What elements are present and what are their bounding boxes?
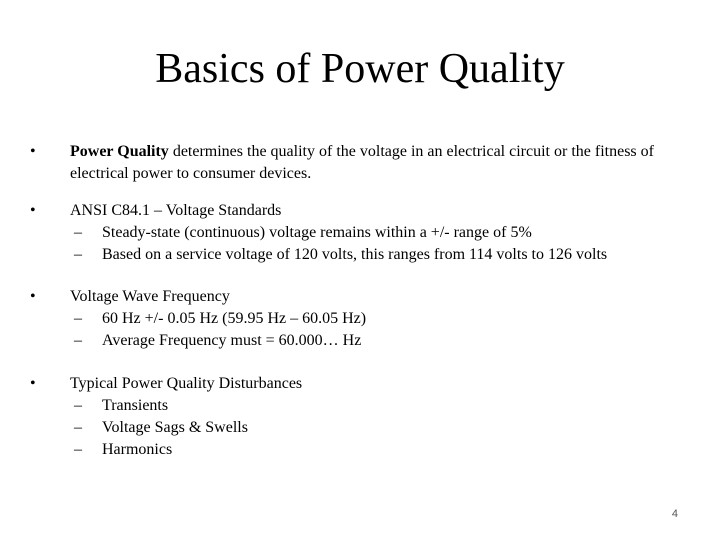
dash-icon: – xyxy=(74,224,82,241)
sub-bullet xyxy=(30,417,690,439)
bullet-item-ansi xyxy=(30,200,690,266)
bullet-line xyxy=(30,286,690,308)
sub-bullet xyxy=(30,330,690,352)
bullet-text: Voltage Wave Frequency xyxy=(70,288,230,305)
bullet-icon: • xyxy=(30,143,36,160)
dash-icon: – xyxy=(74,419,82,436)
dash-icon: – xyxy=(74,397,82,414)
dash-icon: – xyxy=(74,310,82,327)
bullet-item-disturbances xyxy=(30,373,690,461)
slide-title: Basics of Power Quality xyxy=(155,46,565,92)
bullet-icon: • xyxy=(30,202,36,219)
bullet-line xyxy=(30,200,690,222)
page-number: 4 xyxy=(671,508,678,520)
dash-icon: – xyxy=(74,332,82,349)
bullet-icon: • xyxy=(30,288,36,305)
sub-bullet-text: Harmonics xyxy=(102,441,173,458)
sub-bullet xyxy=(30,308,690,330)
sub-bullet xyxy=(30,395,690,417)
sub-bullet xyxy=(30,244,690,266)
bullet-item-power-quality xyxy=(30,141,690,185)
bullet-bold-lead: Power Quality xyxy=(70,143,169,160)
sub-bullet-text: Steady-state (continuous) voltage remains within a +/- range of 5% xyxy=(102,224,532,241)
bullet-text: determines the quality of the voltage in an electrical circuit or the fitness of electrical power to consumer devices. xyxy=(70,143,654,182)
sub-bullet-text: Based on a service voltage of 120 volts, this ranges from 114 volts to 126 volts xyxy=(102,246,608,263)
bullet-icon: • xyxy=(30,375,36,392)
sub-bullet-text: Average Frequency must = 60.000… Hz xyxy=(102,332,362,349)
bullet-item-frequency xyxy=(30,286,690,352)
bullet-line xyxy=(30,141,690,185)
sub-bullet-text: Voltage Sags & Swells xyxy=(102,419,248,436)
sub-bullet xyxy=(30,222,690,244)
bullet-text: ANSI C84.1 – Voltage Standards xyxy=(70,202,282,219)
dash-icon: – xyxy=(74,246,82,263)
dash-icon: – xyxy=(74,441,82,458)
bullet-line xyxy=(30,373,690,395)
sub-bullet-text: Transients xyxy=(102,397,169,414)
bullet-text: Typical Power Quality Disturbances xyxy=(70,375,303,392)
sub-bullet-text: 60 Hz +/- 0.05 Hz (59.95 Hz – 60.05 Hz) xyxy=(102,310,367,327)
sub-bullet xyxy=(30,439,690,461)
